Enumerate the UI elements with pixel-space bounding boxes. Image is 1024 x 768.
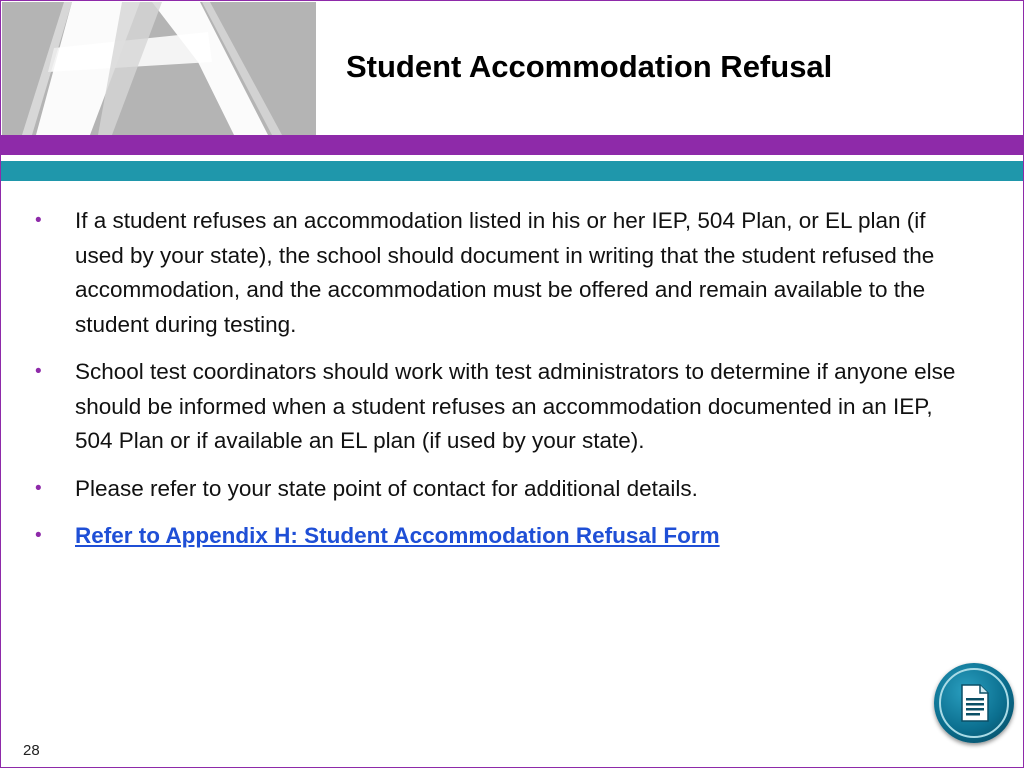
bullet-icon: • — [35, 210, 42, 231]
page-title: Student Accommodation Refusal — [346, 49, 833, 84]
bullet-icon: • — [35, 525, 42, 546]
list-item — [35, 472, 965, 507]
list-item-link — [35, 519, 965, 554]
list-item — [35, 355, 965, 459]
page-number: 28 — [23, 742, 40, 759]
document-icon — [934, 663, 1014, 743]
bullet-icon: • — [35, 361, 42, 382]
bullet-icon: • — [35, 477, 42, 499]
logo-graphic — [2, 2, 316, 135]
header-divider-purple — [1, 135, 1023, 155]
list-item — [35, 204, 965, 342]
bullet-list — [35, 204, 965, 567]
letter-a-logo-icon — [2, 2, 316, 135]
bullet-text: If a student refuses an accommodation listed in his or her IEP, 504 Plan, or EL plan (if used by your state), the school should document in writing that the student refused the accommodation, and the accommodation must be offered and remain available to the student during testing. — [75, 208, 935, 337]
appendix-h-link[interactable]: Refer to Appendix H: Student Accommodation Refusal Form — [75, 523, 720, 548]
header-divider-teal — [1, 161, 1023, 181]
document-button[interactable] — [934, 663, 1014, 743]
bullet-text: Please refer to your state point of contact for additional details. — [75, 475, 698, 501]
bullet-text: School test coordinators should work with test administrators to determine if anyone else should be informed when a student refuses an accommodation documented in an IEP, 504 Plan or if available an EL plan (if used by your state). — [75, 359, 956, 453]
